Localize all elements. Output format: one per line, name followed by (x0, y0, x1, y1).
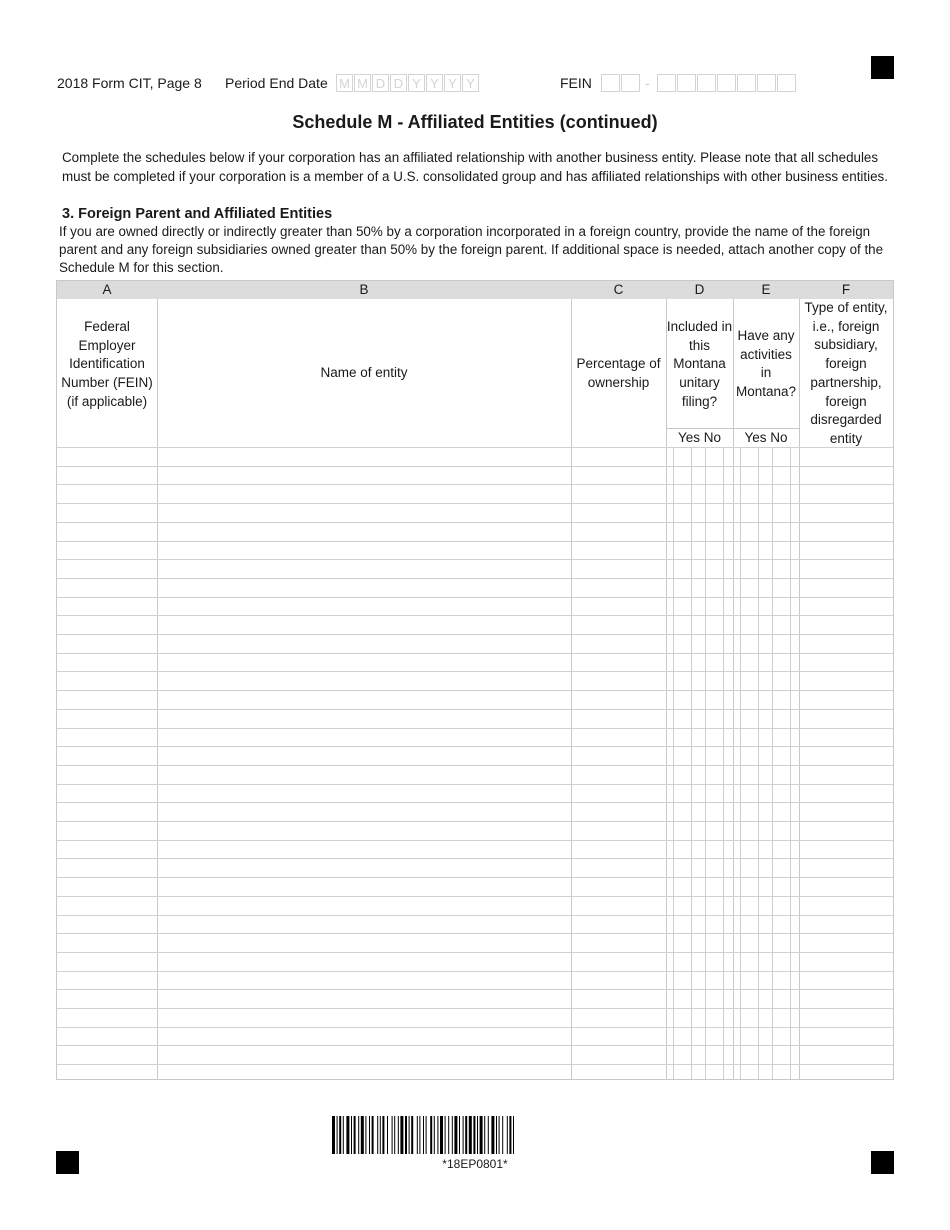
column-divider (571, 299, 572, 1079)
barcode-bar (499, 1116, 500, 1154)
table-row[interactable] (57, 578, 893, 579)
barcode-bar (477, 1116, 478, 1154)
barcode-bar (496, 1116, 497, 1154)
barcode-bar (463, 1116, 464, 1154)
fein-box[interactable] (697, 74, 716, 92)
table-row[interactable] (57, 1064, 893, 1065)
date-box[interactable]: Y (462, 74, 479, 92)
column-letter-b: B (359, 282, 369, 297)
barcode-bar (513, 1116, 514, 1154)
barcode-bar (361, 1116, 364, 1154)
barcode-bar (459, 1116, 460, 1154)
barcode-bar (400, 1116, 403, 1154)
table-row[interactable] (57, 971, 893, 972)
checkbox-column-line (772, 447, 773, 1079)
barcode-bar (473, 1116, 475, 1154)
barcode-bar (358, 1116, 359, 1154)
table-row[interactable] (57, 690, 893, 691)
barcode-bar (337, 1116, 338, 1154)
table-row[interactable] (57, 784, 893, 785)
fein-label: FEIN (560, 75, 592, 91)
barcode-bar (382, 1116, 384, 1154)
checkbox-column-line (740, 447, 741, 1079)
barcode-bar (394, 1116, 395, 1154)
affiliated-entities-table (56, 280, 894, 1080)
barcode-bar (454, 1116, 457, 1154)
column-letter-row (57, 281, 893, 299)
period-end-date-input[interactable] (336, 74, 480, 93)
table-row[interactable] (57, 933, 893, 934)
table-row[interactable] (57, 541, 893, 542)
column-header-activities: Have any activities in Montana? (735, 328, 797, 400)
table-row[interactable] (57, 821, 893, 822)
barcode-bar (491, 1116, 494, 1154)
column-header-percentage: Percentage of ownership (576, 356, 661, 390)
barcode (332, 1116, 617, 1154)
barcode-bar (411, 1116, 413, 1154)
column-divider (666, 299, 667, 1079)
barcode-bar (423, 1116, 424, 1154)
table-row[interactable] (57, 466, 893, 467)
barcode-bar (430, 1116, 432, 1154)
fein-suffix-input[interactable] (657, 74, 797, 93)
column-letter-d: D (694, 282, 705, 297)
table-row[interactable] (57, 484, 893, 485)
checkbox-column-line (758, 447, 759, 1079)
table-row[interactable] (57, 802, 893, 803)
barcode-bar (448, 1116, 449, 1154)
fein-box[interactable] (601, 74, 620, 92)
column-letter-e: E (761, 282, 771, 297)
barcode-bar (417, 1116, 418, 1154)
table-row[interactable] (57, 915, 893, 916)
date-box[interactable]: M (354, 74, 371, 92)
table-row[interactable] (57, 840, 893, 841)
fein-box[interactable] (677, 74, 696, 92)
column-header-entity-type: Type of entity, i.e., foreign subsidiary, foreign partnership, foreign disregarded entity (804, 300, 888, 446)
table-row[interactable] (57, 597, 893, 598)
period-end-label: Period End Date (225, 75, 328, 91)
fein-prefix-input[interactable] (601, 74, 641, 93)
barcode-bar (398, 1116, 399, 1154)
barcode-bar (409, 1116, 410, 1154)
barcode-bar (469, 1116, 472, 1154)
fein-dash: - (645, 75, 650, 91)
barcode-bar (392, 1116, 393, 1154)
column-letter-c: C (613, 282, 624, 297)
table-row[interactable] (57, 952, 893, 953)
table-row[interactable] (57, 522, 893, 523)
barcode-bar (346, 1116, 349, 1154)
barcode-bar (480, 1116, 483, 1154)
barcode-bar (351, 1116, 352, 1154)
table-row[interactable] (57, 765, 893, 766)
barcode-bar (465, 1116, 467, 1154)
table-row[interactable] (57, 653, 893, 654)
table-row[interactable] (57, 1027, 893, 1028)
barcode-bar (445, 1116, 446, 1154)
barcode-bar (405, 1116, 407, 1154)
barcode-bar (380, 1116, 381, 1154)
table-row[interactable] (57, 615, 893, 616)
date-box[interactable]: M (336, 74, 353, 92)
fein-box[interactable] (717, 74, 736, 92)
table-row[interactable] (57, 858, 893, 859)
barcode-bar (426, 1116, 427, 1154)
barcode-bar (354, 1116, 356, 1154)
barcode-bar (339, 1116, 341, 1154)
table-row[interactable] (57, 896, 893, 897)
table-row[interactable] (57, 671, 893, 672)
checkbox-column-line (673, 447, 674, 1079)
barcode-bar (434, 1116, 435, 1154)
fein-box[interactable] (737, 74, 756, 92)
page-title: Schedule M - Affiliated Entities (continued) (292, 112, 658, 132)
date-box[interactable]: Y (444, 74, 461, 92)
barcode-bar (509, 1116, 511, 1154)
fein-box[interactable] (621, 74, 640, 92)
table-row[interactable] (57, 989, 893, 990)
barcode-bar (419, 1116, 420, 1154)
section-instructions: If you are owned directly or indirectly greater than 50% by a corporation incorporated in a foreign country, provide the name of the foreign parent and any foreign subsidiaries owned greater than 50% by the foreign parent. If additional space is needed, attach another copy of the Schedule M for this section. (59, 224, 884, 275)
barcode-bar (452, 1116, 453, 1154)
fein-box[interactable] (657, 74, 676, 92)
column-letter-f: F (841, 282, 851, 297)
column-header-included: Included in this Montana unitary filing? (666, 319, 733, 409)
barcode-bar (502, 1116, 503, 1154)
date-box[interactable]: D (390, 74, 407, 92)
intro-paragraph: Complete the schedules below if your corporation has an affiliated relationship with another business entity. Please note that all schedules must be completed if your corporation is a member of a U.S. consolidated group and has affiliated relationships with other business entities. (62, 150, 888, 184)
column-header-name: Name of entity (320, 365, 408, 380)
barcode-bar (484, 1116, 485, 1154)
registration-mark-top-right (871, 56, 894, 79)
table-row[interactable] (57, 709, 893, 710)
yes-no-label-e: Yes No (744, 430, 788, 445)
section-title: 3. Foreign Parent and Affiliated Entities (62, 206, 333, 222)
barcode-bar (372, 1116, 374, 1154)
table-row[interactable] (57, 877, 893, 878)
checkbox-column-line (723, 447, 724, 1079)
table-row[interactable] (57, 559, 893, 560)
table-row[interactable] (57, 447, 893, 448)
table-row[interactable] (57, 503, 893, 504)
table-row[interactable] (57, 746, 893, 747)
barcode-bar (488, 1116, 489, 1154)
date-box[interactable]: Y (426, 74, 443, 92)
table-row[interactable] (57, 1045, 893, 1046)
column-header-fein: Federal Employer Identification Number (FEIN) (if applicable) (61, 319, 153, 409)
barcode-bar (332, 1116, 335, 1154)
fein-box[interactable] (777, 74, 796, 92)
table-row[interactable] (57, 728, 893, 729)
form-page-label: 2018 Form CIT, Page 8 (57, 75, 202, 91)
barcode-bar (507, 1116, 508, 1154)
table-row[interactable] (57, 1008, 893, 1009)
column-letter-a: A (102, 282, 112, 297)
barcode-bar (377, 1116, 378, 1154)
column-divider (157, 299, 158, 1079)
checkbox-column-line (790, 447, 791, 1079)
barcode-number: *18EP0801* (442, 1157, 508, 1171)
barcode-bar (369, 1116, 370, 1154)
barcode-bar (437, 1116, 438, 1154)
barcode-bar (365, 1116, 366, 1154)
barcode-bar (387, 1116, 388, 1154)
date-box[interactable]: Y (408, 74, 425, 92)
checkbox-column-line (691, 447, 692, 1079)
barcode-bar (440, 1116, 443, 1154)
checkbox-column-line (705, 447, 706, 1079)
yes-no-label-d: Yes No (677, 430, 722, 445)
date-box[interactable]: D (372, 74, 389, 92)
column-divider (733, 299, 734, 1079)
fein-box[interactable] (757, 74, 776, 92)
table-row[interactable] (57, 634, 893, 635)
barcode-bar (343, 1116, 344, 1154)
